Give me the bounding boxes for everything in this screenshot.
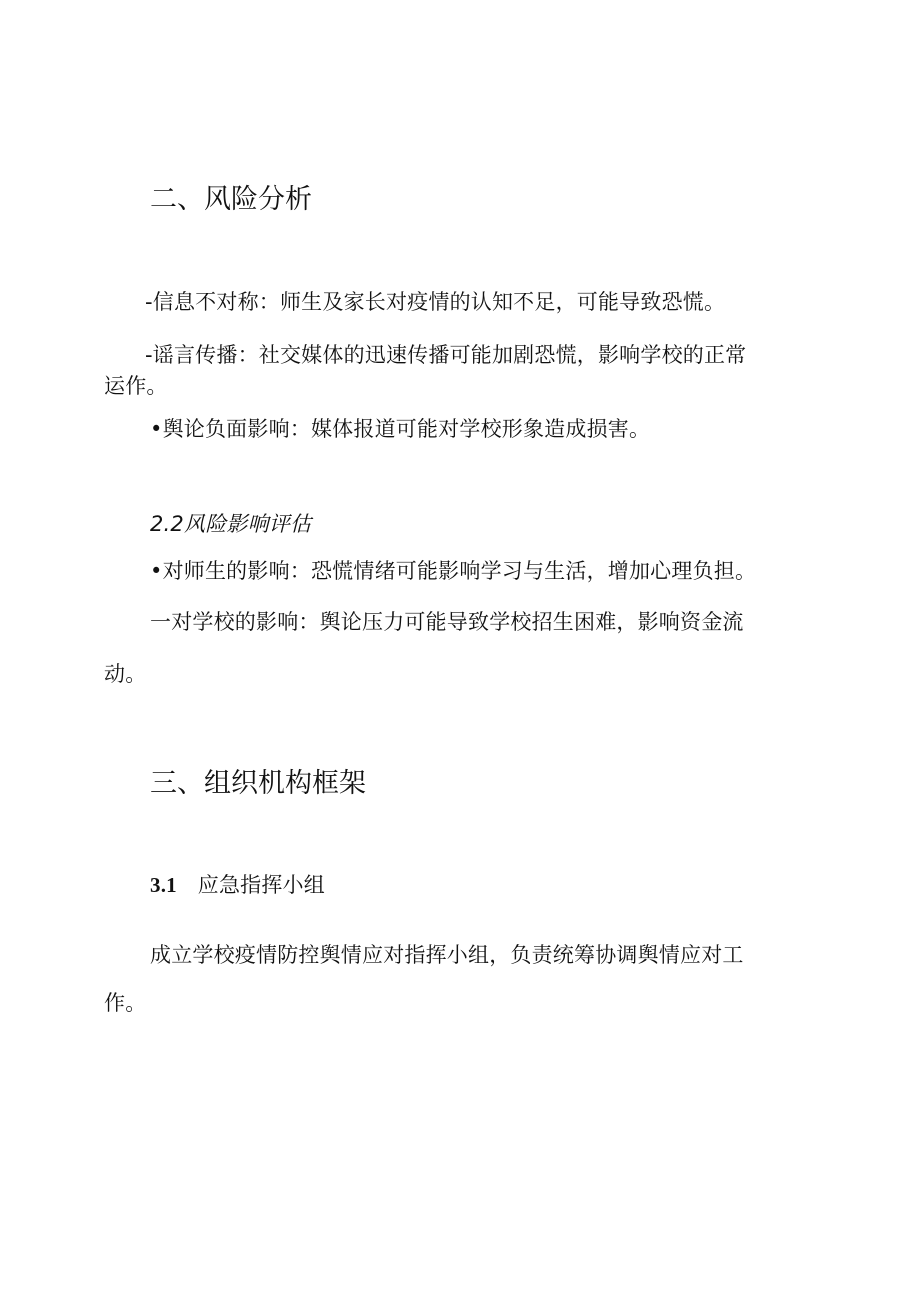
risk-item-rumor-spread: -谣言传播：社交媒体的迅速传播可能加剧恐慌，影响学校的正常 [145,343,747,367]
risk-item-information-asymmetry: -信息不对称：师生及家长对疫情的认知不足，可能导致恐慌。 [145,290,726,314]
section-heading-organization: 三、组织机构框架 [150,768,366,799]
section-heading-risk-analysis: 二、风险分析 [150,184,312,215]
risk-item-negative-opinion: •舆论负面影响：媒体报道可能对学校形象造成损害。 [150,417,651,441]
impact-item-school-continued: 动。 [104,662,147,686]
paragraph-command-group-continued: 作。 [104,991,147,1015]
impact-item-school: 一对学校的影响：舆论压力可能导致学校招生困难，影响资金流 [150,610,744,634]
paragraph-command-group: 成立学校疫情防控舆情应对指挥小组，负责统筹协调舆情应对工 [150,943,744,967]
subsection-title: 应急指挥小组 [197,873,325,897]
risk-item-rumor-spread-continued: 运作。 [104,374,168,398]
impact-item-teachers-students: •对师生的影响：恐慌情绪可能影响学习与生活，增加心理负担。 [150,559,757,583]
subsection-heading-command-group [150,871,325,899]
subsection-heading-risk-impact: 2.2风险影响评估 [150,512,312,536]
subsection-number: 3.1 [150,873,177,897]
